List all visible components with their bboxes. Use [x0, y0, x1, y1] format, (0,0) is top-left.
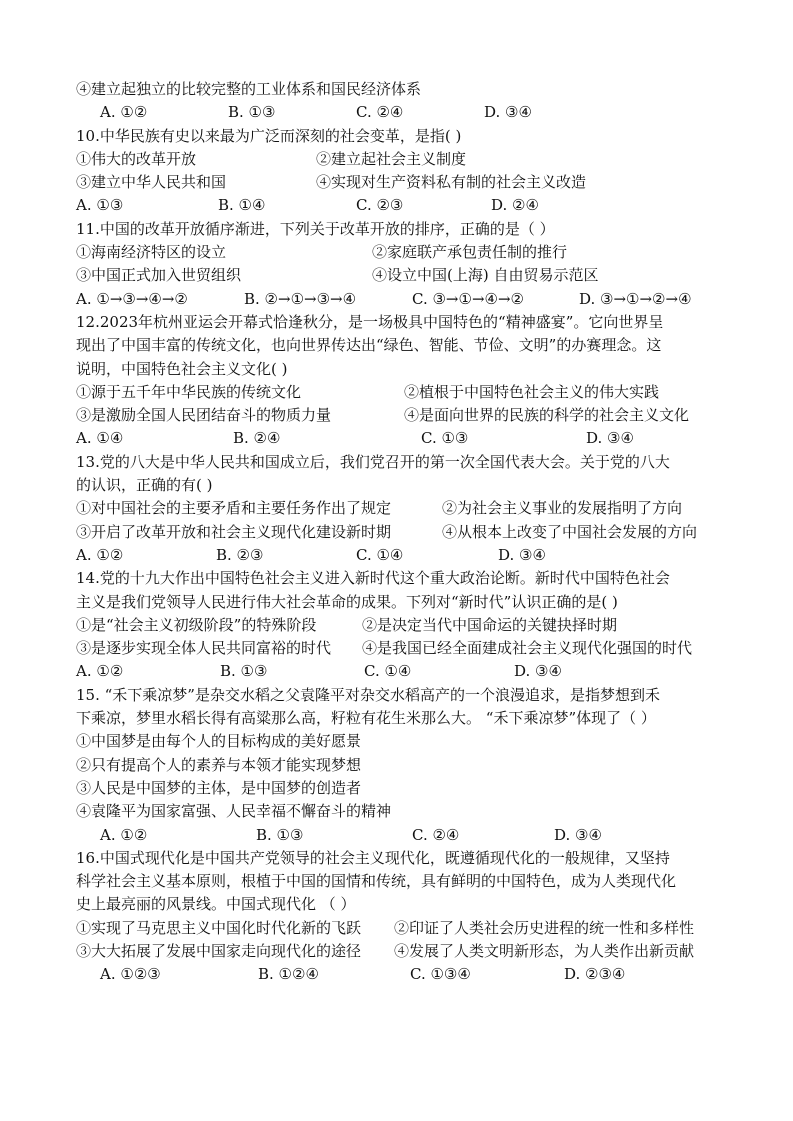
choice-c: C. ②③ — [356, 196, 404, 215]
choice-b: B. ①②④ — [258, 965, 319, 984]
q15-option-2: ②只有提高个人的素养与本领才能实现梦想 — [76, 755, 362, 774]
choice-b: B. ②→①→③→④ — [244, 289, 357, 308]
choice-a: A. ①② — [76, 545, 124, 564]
q11-options-row-1 — [76, 241, 721, 264]
option-3: ③开启了改革开放和社会主义现代化建设新时期 — [76, 522, 392, 541]
option-2: ②建立起社会主义制度 — [316, 149, 467, 168]
option-1: ①是“社会主义初级阶段”的特殊阶段 — [76, 615, 317, 634]
choice-d: D. ③④ — [484, 103, 532, 122]
option-text: ④建立起独立的比较完整的工业体系和国民经济体系 — [76, 80, 422, 98]
q12-options-row-1 — [76, 381, 721, 404]
choice-b: B. ①③ — [256, 825, 304, 844]
q14-stem-line-2: 主义是我们党领导人民进行伟大社会革命的成果。下列对“新时代”认识正确的是( ) — [76, 592, 618, 611]
choice-c: C. ①④ — [364, 662, 412, 681]
q12-stem-line-3: 说明，中国特色社会主义文化( ) — [76, 359, 288, 378]
q9-choices — [76, 101, 721, 124]
option-1: ①对中国社会的主要矛盾和主要任务作出了规定 — [76, 499, 392, 518]
choice-c: C. ③→①→④→② — [412, 289, 524, 308]
option-2: ②是决定当代中国命运的关键抉择时期 — [362, 615, 618, 634]
option-3: ③中国正式加入世贸组织 — [76, 266, 242, 285]
q14-stem-line-1: 14.党的十九大作出中国特色社会主义进入新时代这个重大政治论断。新时代中国特色社会 — [76, 569, 670, 588]
choice-a: A. ①② — [76, 662, 124, 681]
q12-choices — [76, 427, 721, 450]
q16-options-row-2 — [76, 940, 721, 963]
q11-choices — [76, 288, 721, 311]
choice-d: D. ③④ — [554, 825, 602, 844]
choice-d: D. ③④ — [514, 662, 562, 681]
option-1: ①源于五千年中华民族的传统文化 — [76, 382, 302, 401]
choice-d: D. ②③④ — [564, 965, 626, 984]
option-2: ②植根于中国特色社会主义的伟大实践 — [404, 382, 660, 401]
choice-a: A. ①② — [100, 825, 148, 844]
choice-d: D. ③④ — [586, 429, 634, 448]
choice-b: B. ②④ — [233, 429, 281, 448]
option-4: ④是面向世界的民族的科学的社会主义文化 — [404, 406, 690, 425]
q13-options-row-1 — [76, 497, 721, 520]
choice-b: B. ②③ — [216, 545, 264, 564]
q15-option-1: ①中国梦是由每个人的目标构成的美好愿景 — [76, 732, 362, 751]
q9-option-4 — [76, 78, 721, 101]
option-4: ④发展了人类文明新形态，为人类作出新贡献 — [394, 941, 695, 960]
q13-options-row-2 — [76, 521, 721, 544]
choice-c: C. ②④ — [412, 825, 460, 844]
option-3: ③大大拓展了发展中国家走向现代化的途径 — [76, 941, 362, 960]
choice-b: B. ①④ — [218, 196, 266, 215]
q10-choices — [76, 194, 721, 217]
q13-choices — [76, 544, 721, 567]
choice-d: D. ③④ — [498, 545, 546, 564]
choice-c: C. ①③ — [421, 429, 469, 448]
q12-stem-line-2: 现出了中国丰富的传统文化，也向世界传达出“绿色、智能、节俭、文明”的办赛理念。这 — [76, 336, 662, 355]
q15-option-3: ③人民是中国梦的主体，是中国梦的创造者 — [76, 778, 362, 797]
exam-page — [76, 78, 721, 987]
q16-stem-line-3: 史上最亮丽的风景线。中国式现代化 （ ） — [76, 895, 356, 914]
choice-d: D. ③→①→②→④ — [579, 289, 692, 308]
q16-stem-line-1: 16.中国式现代化是中国共产党领导的社会主义现代化，既遵循现代化的一般规律，又坚持 — [76, 848, 670, 867]
q13-stem-line-1: 13.党的八大是中华人民共和国成立后，我们党召开的第一次全国代表大会。关于党的八大 — [76, 452, 670, 471]
q16-choices — [76, 963, 721, 986]
option-4: ④是我国已经全面建成社会主义现代化强国的时代 — [362, 639, 693, 658]
option-3: ③是激励全国人民团结奋斗的物质力量 — [76, 406, 332, 425]
choice-c: C. ①③④ — [410, 965, 471, 984]
choice-a: A. ①④ — [76, 429, 124, 448]
q14-options-row-2 — [76, 637, 721, 660]
choice-a: A. ①② — [100, 103, 148, 122]
q11-options-row-2 — [76, 264, 721, 287]
option-4: ④实现对生产资料私有制的社会主义改造 — [316, 173, 587, 192]
option-3: ③是逐步实现全体人民共同富裕的时代 — [76, 639, 332, 658]
q16-options-row-1 — [76, 917, 721, 940]
option-2: ②印证了人类社会历史进程的统一性和多样性 — [394, 918, 695, 937]
q15-stem-line-2: 下乘凉，梦里水稻长得有高粱那么高，籽粒有花生米那么大。 “禾下乘凉梦”体现了（ ） — [76, 709, 656, 728]
option-1: ①海南经济特区的设立 — [76, 243, 227, 262]
choice-a: A. ①→③→④→② — [76, 289, 188, 308]
option-2: ②家庭联产承包责任制的推行 — [372, 243, 568, 262]
q16-stem-line-2: 科学社会主义基本原则，根植于中国的国情和传统，具有鲜明的中国特色，成为人类现代化 — [76, 872, 677, 891]
q10-options-row-1 — [76, 148, 721, 171]
q12-stem-line-1: 12.2023年杭州亚运会开幕式恰逢秋分，是一场极具中国特色的“精神盛宴”。它向世界呈 — [76, 312, 664, 331]
q12-options-row-2 — [76, 404, 721, 427]
q15-option-4: ④袁隆平为国家富强、人民幸福不懈奋斗的精神 — [76, 802, 392, 821]
q15-choices — [76, 824, 721, 847]
q15-stem-line-1: 15. “禾下乘凉梦”是杂交水稻之父袁隆平对杂交水稻高产的一个浪漫追求，是指梦想到禾 — [76, 685, 660, 704]
option-4: ④设立中国(上海) 自由贸易示范区 — [372, 266, 599, 285]
choice-a: A. ①③ — [76, 196, 124, 215]
q10-options-row-2 — [76, 171, 721, 194]
q13-stem-line-2: 的认识，正确的有( ) — [76, 476, 213, 495]
q14-choices — [76, 660, 721, 683]
choice-b: B. ①③ — [228, 103, 276, 122]
choice-c: C. ②④ — [356, 103, 404, 122]
choice-d: D. ②④ — [491, 196, 539, 215]
option-1: ①伟大的改革开放 — [76, 149, 197, 168]
q10-stem: 10.中华民族有史以来最为广泛而深刻的社会变革，是指( ) — [76, 126, 462, 145]
q11-stem: 11.中国的改革开放循序渐进，下列关于改革开放的排序，正确的是（ ） — [76, 219, 555, 238]
choice-a: A. ①②③ — [100, 965, 161, 984]
option-4: ④从根本上改变了中国社会发展的方向 — [442, 522, 698, 541]
choice-c: C. ①④ — [356, 545, 404, 564]
option-1: ①实现了马克思主义中国化时代化新的飞跃 — [76, 918, 362, 937]
choice-b: B. ①③ — [220, 662, 268, 681]
option-3: ③建立中华人民共和国 — [76, 173, 227, 192]
option-2: ②为社会主义事业的发展指明了方向 — [442, 499, 683, 518]
q14-options-row-1 — [76, 614, 721, 637]
